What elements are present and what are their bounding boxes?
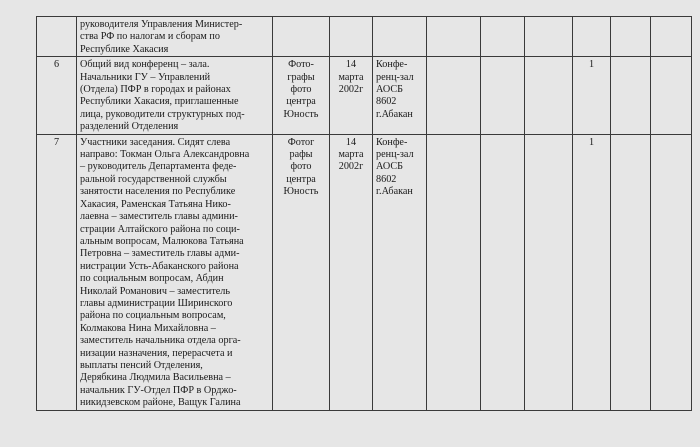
row-type xyxy=(273,17,330,57)
row-number: 7 xyxy=(37,134,77,410)
table-row xyxy=(37,134,692,410)
row-date xyxy=(330,17,373,57)
row-date: 14 марта 2002г xyxy=(330,57,373,134)
row-place xyxy=(373,17,427,57)
photo-catalog-table xyxy=(36,16,692,411)
row-place: Конфе- ренц-зал АОСБ 8602 г.Абакан xyxy=(373,134,427,410)
row-type: Фотог рафы фото центра Юность xyxy=(273,134,330,410)
row-place: Конфе- ренц-зал АОСБ 8602 г.Абакан xyxy=(373,57,427,134)
row-count: 1 xyxy=(573,134,611,410)
table-row xyxy=(37,17,692,57)
row-description: руководителя Управления Министер- ства РФ по налогам и сборам по Республике Хакасия xyxy=(77,17,273,57)
row-number xyxy=(37,17,77,57)
row-date: 14 марта 2002г xyxy=(330,134,373,410)
row-type: Фото- графы фото центра Юность xyxy=(273,57,330,134)
row-count: 1 xyxy=(573,57,611,134)
row-number: 6 xyxy=(37,57,77,134)
row-description: Участники заседания. Сидят слева направо: Токман Ольга Александровна – руководитель Департамента феде- ральной государственной службы занятости населения по Республике Хакасия, Раменская Татьяна Нико- лаевна – заместитель главы админи- страции Алтайского района по соци- альным вопросам, Малюкова Татьяна Петровна – заместитель главы адми- нистрации Усть-Абаканского района по социальным вопросам, Абдин Николай Романович – заместитель главы администрации Ширинского района по социальным вопросам, Колмакова Нина Михайловна – заместитель начальника отдела орга- низации назначения, перерасчета и выплаты пенсий Отделения, Дерябкина Людмила Васильевна – начальник ГУ-Отдел ПФР в Орджо- никидзевском районе, Ващук Галина xyxy=(77,134,273,410)
row-description: Общий вид конференц – зала. Начальники ГУ – Управлений (Отдела) ПФР в городах и районах Республики Хакасия, приглашенные лица, руководители структурных под- разделений Отделения xyxy=(77,57,273,134)
table-row xyxy=(37,57,692,134)
